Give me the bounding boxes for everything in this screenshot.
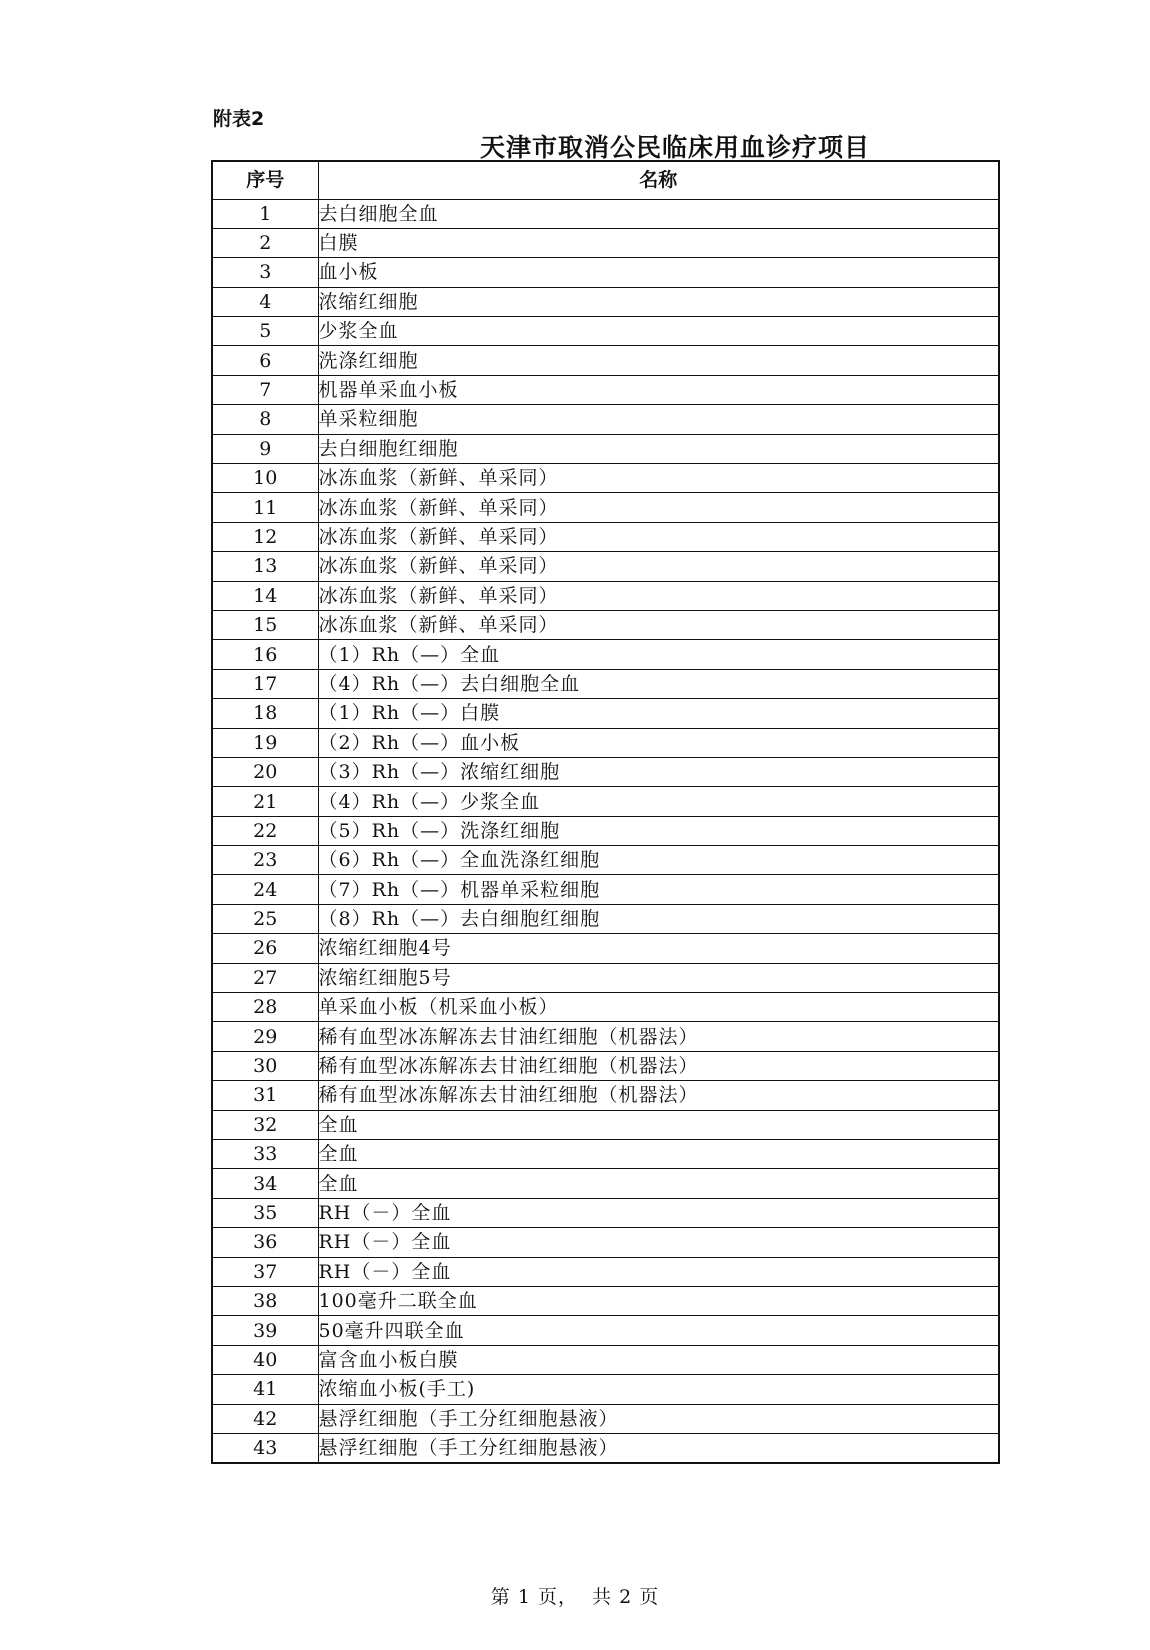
table-row [212,846,999,875]
row-name: RH（－）全血 [318,1198,999,1227]
row-name: 血小板 [318,258,999,287]
table-row [212,1316,999,1345]
row-name: 洗涤红细胞 [318,346,999,375]
row-name: （1）Rh（—）全血 [318,640,999,669]
row-index: 7 [212,375,318,404]
table-row [212,1375,999,1404]
row-index: 2 [212,228,318,257]
row-index: 9 [212,434,318,463]
row-name: 浓缩红细胞5号 [318,963,999,992]
table-row [212,1140,999,1169]
footer-suffix: 页 [639,1586,660,1608]
table-row [212,464,999,493]
row-name: 冰冻血浆（新鲜、单采同） [318,464,999,493]
row-name: 悬浮红细胞（手工分红细胞悬液） [318,1404,999,1433]
row-name: 全血 [318,1140,999,1169]
row-index: 38 [212,1286,318,1315]
row-name: 冰冻血浆（新鲜、单采同） [318,581,999,610]
table-row [212,1169,999,1198]
document-title: 天津市取消公民临床用血诊疗项目 [480,133,871,162]
row-index: 1 [212,199,318,228]
row-name: 单采粒细胞 [318,405,999,434]
table-row [212,258,999,287]
row-name: （7）Rh（—）机器单采粒细胞 [318,875,999,904]
table-row [212,699,999,728]
row-name: 全血 [318,1169,999,1198]
row-index: 33 [212,1140,318,1169]
row-index: 12 [212,522,318,551]
row-name: 冰冻血浆（新鲜、单采同） [318,552,999,581]
table-row [212,346,999,375]
footer-separator: ， [557,1586,578,1608]
row-index: 42 [212,1404,318,1433]
row-name: 稀有血型冰冻解冻去甘油红细胞（机器法） [318,1081,999,1110]
table-body [212,199,999,1463]
row-index: 19 [212,728,318,757]
row-name: （3）Rh（—）浓缩红细胞 [318,757,999,786]
table-row [212,1022,999,1051]
row-index: 32 [212,1110,318,1139]
row-index: 43 [212,1433,318,1463]
row-name: 冰冻血浆（新鲜、单采同） [318,493,999,522]
row-index: 27 [212,963,318,992]
table-row [212,640,999,669]
row-index: 8 [212,405,318,434]
table-row [212,1228,999,1257]
table-row [212,552,999,581]
row-index: 17 [212,669,318,698]
row-index: 11 [212,493,318,522]
footer-total-prefix: 共 [592,1586,613,1608]
row-name: 去白细胞全血 [318,199,999,228]
row-name: 白膜 [318,228,999,257]
row-index: 34 [212,1169,318,1198]
row-name: 稀有血型冰冻解冻去甘油红细胞（机器法） [318,1022,999,1051]
table-row [212,1345,999,1374]
table-row [212,317,999,346]
footer-current-page: 1 [517,1586,531,1608]
row-name: RH（－）全血 [318,1228,999,1257]
row-index: 31 [212,1081,318,1110]
row-name: （2）Rh（—）血小板 [318,728,999,757]
table-row [212,581,999,610]
table-row [212,934,999,963]
row-index: 6 [212,346,318,375]
row-name: 全血 [318,1110,999,1139]
table-row [212,993,999,1022]
table-row [212,199,999,228]
row-name: 稀有血型冰冻解冻去甘油红细胞（机器法） [318,1051,999,1080]
table-row [212,405,999,434]
table-row [212,610,999,639]
row-name: 50毫升四联全血 [318,1316,999,1345]
table-row [212,1081,999,1110]
row-index: 4 [212,287,318,316]
row-name: （4）Rh（—）少浆全血 [318,787,999,816]
row-name: 悬浮红细胞（手工分红细胞悬液） [318,1433,999,1463]
table-row [212,787,999,816]
footer-prefix: 第 [490,1586,511,1608]
row-index: 16 [212,640,318,669]
row-index: 18 [212,699,318,728]
table-row [212,493,999,522]
row-name: （6）Rh（—）全血洗涤红细胞 [318,846,999,875]
table-row [212,816,999,845]
row-index: 22 [212,816,318,845]
table-row [212,434,999,463]
row-index: 41 [212,1375,318,1404]
row-name: 冰冻血浆（新鲜、单采同） [318,522,999,551]
table-row [212,1110,999,1139]
row-name: 机器单采血小板 [318,375,999,404]
header-index: 序号 [212,161,318,199]
row-index: 21 [212,787,318,816]
footer-total-pages: 2 [619,1586,633,1608]
table-row [212,669,999,698]
row-index: 10 [212,464,318,493]
row-index: 35 [212,1198,318,1227]
table-row [212,875,999,904]
row-name: （8）Rh（—）去白细胞红细胞 [318,904,999,933]
table-row [212,1257,999,1286]
table-row [212,228,999,257]
attachment-label: 附表2 [213,108,265,130]
row-index: 40 [212,1345,318,1374]
row-index: 37 [212,1257,318,1286]
page-footer [0,1582,1150,1609]
table-row [212,1404,999,1433]
table-row [212,1051,999,1080]
row-name: 少浆全血 [318,317,999,346]
row-name: 富含血小板白膜 [318,1345,999,1374]
row-index: 39 [212,1316,318,1345]
row-index: 5 [212,317,318,346]
table-row [212,522,999,551]
row-index: 20 [212,757,318,786]
table-row [212,963,999,992]
table-row [212,904,999,933]
row-index: 25 [212,904,318,933]
row-name: （1）Rh（—）白膜 [318,699,999,728]
table-row [212,375,999,404]
table-row [212,728,999,757]
table-row [212,757,999,786]
row-index: 15 [212,610,318,639]
row-name: 浓缩血小板(手工) [318,1375,999,1404]
blood-items-table [211,160,1000,1464]
row-index: 29 [212,1022,318,1051]
row-name: 浓缩红细胞4号 [318,934,999,963]
table-row [212,1433,999,1463]
table-row [212,1286,999,1315]
row-name: 100毫升二联全血 [318,1286,999,1315]
footer-page-word: 页 [537,1586,558,1608]
row-index: 23 [212,846,318,875]
row-index: 26 [212,934,318,963]
row-index: 13 [212,552,318,581]
row-name: （5）Rh（—）洗涤红细胞 [318,816,999,845]
table-header-row [212,161,999,199]
row-name: 去白细胞红细胞 [318,434,999,463]
row-index: 3 [212,258,318,287]
row-index: 28 [212,993,318,1022]
row-name: 冰冻血浆（新鲜、单采同） [318,610,999,639]
row-index: 14 [212,581,318,610]
row-name: 单采血小板（机采血小板） [318,993,999,1022]
header-name: 名称 [318,161,999,199]
row-name: 浓缩红细胞 [318,287,999,316]
row-index: 30 [212,1051,318,1080]
row-name: RH（－）全血 [318,1257,999,1286]
row-name: （4）Rh（—）去白细胞全血 [318,669,999,698]
row-index: 36 [212,1228,318,1257]
table-row [212,1198,999,1227]
table-row [212,287,999,316]
row-index: 24 [212,875,318,904]
